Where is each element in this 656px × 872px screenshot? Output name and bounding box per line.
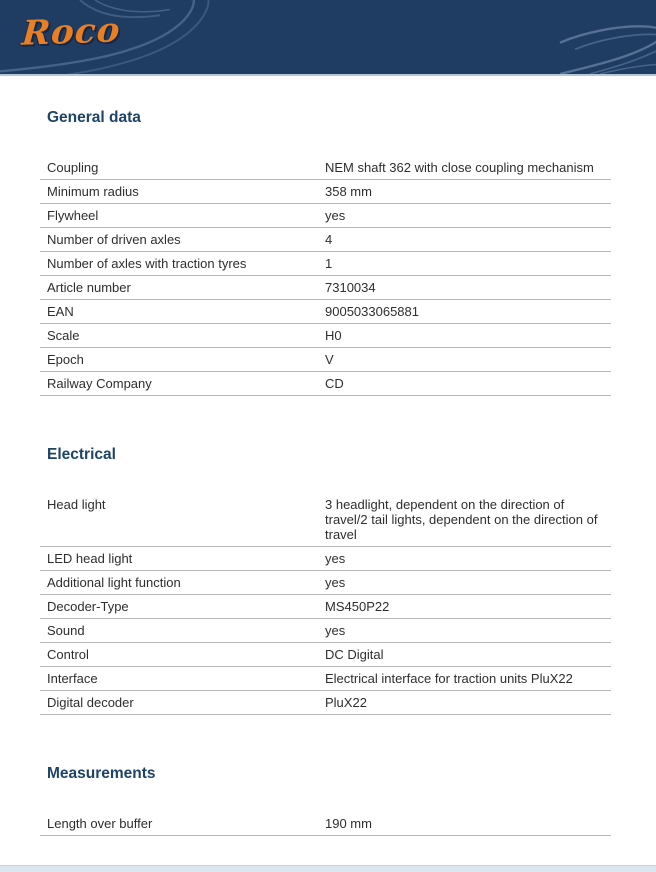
spec-row [40,228,611,252]
spec-value: H0 [325,328,342,343]
section-title: Electrical [47,446,116,463]
spec-value: 190 mm [325,816,372,831]
spec-label: Scale [47,328,80,343]
spec-label: Number of driven axles [47,232,181,247]
spec-table [40,156,611,396]
spec-label: Sound [47,623,85,638]
spec-value: 1 [325,256,333,271]
section-title: Measurements [47,765,156,782]
spec-value: DC Digital [325,647,384,662]
spec-value: PluX22 [325,695,367,710]
spec-table [40,812,611,836]
spec-row [40,619,611,643]
spec-label: Epoch [47,352,84,367]
spec-label: Length over buffer [47,816,153,831]
spec-label: Coupling [47,160,99,175]
spec-row [40,348,611,372]
spec-row [40,571,611,595]
spec-value: NEM shaft 362 with close coupling mechanism [325,160,594,175]
spec-row [40,276,611,300]
spec-value: yes [325,208,346,223]
spec-label: Interface [47,671,98,686]
spec-label: Control [47,647,89,662]
spec-value: yes [325,623,346,638]
spec-value: 4 [325,232,333,247]
spec-row [40,691,611,715]
spec-label: Number of axles with traction tyres [47,256,247,271]
spec-value: yes [325,575,346,590]
roco-logo: Roco [20,10,122,54]
footer-bar [0,865,656,872]
spec-table [40,493,611,715]
spec-value: Electrical interface for traction units PluX22 [325,671,573,686]
spec-label: LED head light [47,551,133,566]
spec-section [40,765,611,836]
spec-value: CD [325,376,344,391]
spec-label: Decoder-Type [47,599,129,614]
spec-section [40,109,611,396]
spec-row [40,595,611,619]
spec-label: EAN [47,304,74,319]
spec-label: Minimum radius [47,184,139,199]
spec-value: 9005033065881 [325,304,419,319]
spec-label: Head light [47,497,106,512]
spec-value: 3 headlight, dependent on the direction of travel/2 tail lights, dependent on the direction of travel [325,497,598,542]
spec-value: 358 mm [325,184,372,199]
spec-label: Digital decoder [47,695,134,710]
spec-row [40,643,611,667]
spec-label: Railway Company [47,376,152,391]
spec-row [40,180,611,204]
spec-label: Additional light function [47,575,181,590]
spec-row [40,300,611,324]
page-header [0,0,656,76]
spec-row [40,667,611,691]
spec-value: MS450P22 [325,599,390,614]
spec-value: V [325,352,334,367]
spec-content [0,76,656,836]
spec-row [40,372,611,396]
spec-value: yes [325,551,346,566]
spec-row [40,493,611,547]
spec-label: Flywheel [47,208,99,223]
spec-section [40,446,611,715]
spec-row [40,324,611,348]
spec-row [40,204,611,228]
spec-row [40,156,611,180]
spec-row [40,812,611,836]
section-title: General data [47,109,141,126]
spec-row [40,547,611,571]
spec-label: Article number [47,280,131,295]
spec-value: 7310034 [325,280,376,295]
spec-row [40,252,611,276]
